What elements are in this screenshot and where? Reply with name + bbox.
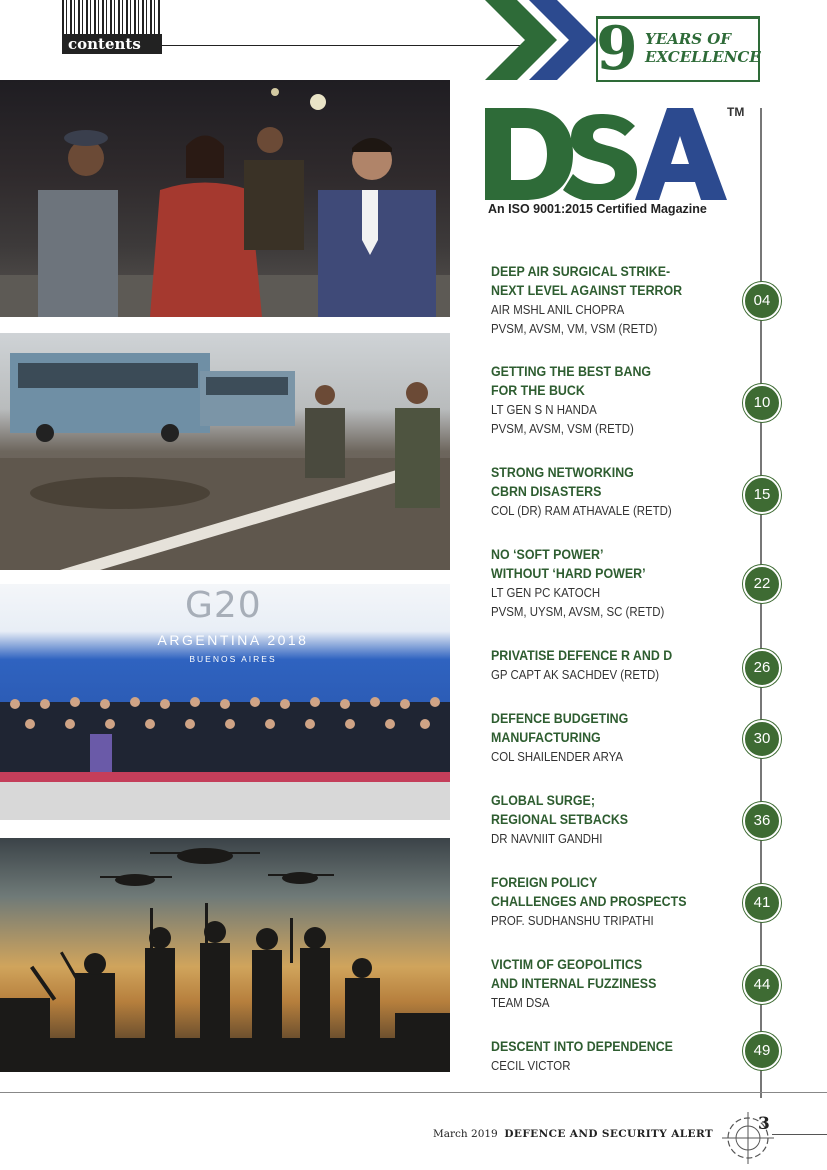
footer-rule: [0, 1092, 827, 1093]
toc-author-line: LT GEN PC KATOCH: [491, 585, 601, 600]
toc-title-line: PRIVATISE DEFENCE R AND D: [491, 648, 673, 663]
toc-author-line: LT GEN S N HANDA: [491, 402, 597, 417]
toc-author-line: PVSM, UYSM, AVSM, SC (RETD): [491, 604, 665, 619]
footer-magazine-name: DEFENCE AND SECURITY ALERT: [504, 1128, 714, 1140]
toc-author-line: PVSM, AVSM, VSM (RETD): [491, 421, 634, 436]
toc-title-line: DESCENT INTO DEPENDENCE: [491, 1039, 673, 1054]
toc-entry[interactable]: [491, 545, 746, 621]
header-rule: [162, 45, 522, 46]
chevron-arrows-icon: [485, 0, 605, 80]
toc-page-badge[interactable]: 36: [743, 802, 781, 840]
toc-title-line: STRONG NETWORKING: [491, 465, 634, 480]
barcode-graphic: [62, 0, 162, 34]
toc-entry[interactable]: [491, 791, 746, 848]
section-label: contents: [62, 34, 162, 54]
g20-event-title: ARGENTINA 2018: [157, 632, 309, 648]
toc-title-line: CHALLENGES AND PROSPECTS: [491, 894, 687, 909]
toc-page-badge[interactable]: 26: [743, 649, 781, 687]
toc-author-line: COL (DR) RAM ATHAVALE (RETD): [491, 503, 672, 518]
toc-title-line: GLOBAL SURGE;: [491, 793, 595, 808]
toc-author-line: GP CAPT AK SACHDEV (RETD): [491, 667, 660, 682]
toc-title-line: MANUFACTURING: [491, 730, 601, 745]
toc-title-line: CBRN DISASTERS: [491, 484, 602, 499]
toc-title-line: AND INTERNAL FUZZINESS: [491, 976, 657, 991]
g20-city-name: BUENOS AIRES: [189, 654, 277, 664]
toc-page-badge[interactable]: 49: [743, 1032, 781, 1070]
photo-soldiers-silhouette: [0, 838, 450, 1072]
footer-issue-line: [433, 1128, 713, 1140]
footer-accent-line: [772, 1134, 827, 1135]
toc-title-line: DEEP AIR SURGICAL STRIKE-: [491, 264, 671, 279]
toc-title-line: VICTIM OF GEOPOLITICS: [491, 957, 643, 972]
toc-entry[interactable]: [491, 1037, 746, 1075]
toc-author-line: CECIL VICTOR: [491, 1058, 571, 1073]
toc-author-line: PROF. SUDHANSHU TRIPATHI: [491, 913, 654, 928]
toc-entry[interactable]: [491, 873, 746, 930]
toc-author-line: TEAM DSA: [491, 995, 550, 1010]
toc-title-line: FOREIGN POLICY: [491, 875, 598, 890]
years-number: 9: [596, 14, 638, 84]
toc-title-line: GETTING THE BEST BANG: [491, 364, 652, 379]
footer-issue-date: March 2019: [433, 1128, 498, 1140]
years-text: [645, 30, 761, 66]
toc-page-badge[interactable]: 10: [743, 384, 781, 422]
toc-title-line: WITHOUT ‘HARD POWER’: [491, 566, 646, 581]
toc-page-badge[interactable]: 15: [743, 476, 781, 514]
toc-entry[interactable]: [491, 955, 746, 1012]
logo-tagline: An ISO 9001:2015 Certified Magazine: [488, 202, 707, 216]
toc-entry[interactable]: [491, 646, 746, 684]
toc-author-line: PVSM, AVSM, VM, VSM (RETD): [491, 321, 658, 336]
toc-entry[interactable]: [491, 709, 746, 766]
toc-title-line: FOR THE BUCK: [491, 383, 585, 398]
toc-title-line: NO ‘SOFT POWER’: [491, 547, 604, 562]
toc-author-line: DR NAVNIIT GANDHI: [491, 831, 603, 846]
toc-page-badge[interactable]: 30: [743, 720, 781, 758]
toc-title-line: NEXT LEVEL AGAINST TERROR: [491, 283, 683, 298]
photo-wagah-border: [0, 80, 450, 317]
page-number: 3: [758, 1114, 770, 1134]
dsa-logo: [485, 108, 730, 200]
toc-author-line: COL SHAILENDER ARYA: [491, 749, 624, 764]
years-text-line1: YEARS OF: [645, 30, 732, 48]
toc-entry[interactable]: [491, 463, 746, 520]
toc-author-line: AIR MSHL ANIL CHOPRA: [491, 302, 625, 317]
toc-page-badge[interactable]: 22: [743, 565, 781, 603]
years-text-line2: EXCELLENCE: [645, 48, 761, 66]
toc-page-badge[interactable]: 44: [743, 966, 781, 1004]
toc-page-badge[interactable]: 04: [743, 282, 781, 320]
photo-pulwama-site: [0, 333, 450, 570]
g20-logo: G20: [185, 585, 262, 626]
toc-title-line: REGIONAL SETBACKS: [491, 812, 629, 827]
toc-entry[interactable]: [491, 362, 746, 438]
toc-title-line: DEFENCE BUDGETING: [491, 711, 629, 726]
trademark-mark: TM: [727, 105, 745, 119]
toc-vertical-rule: [760, 108, 762, 1098]
toc-entry[interactable]: [491, 262, 746, 338]
toc-page-badge[interactable]: 41: [743, 884, 781, 922]
